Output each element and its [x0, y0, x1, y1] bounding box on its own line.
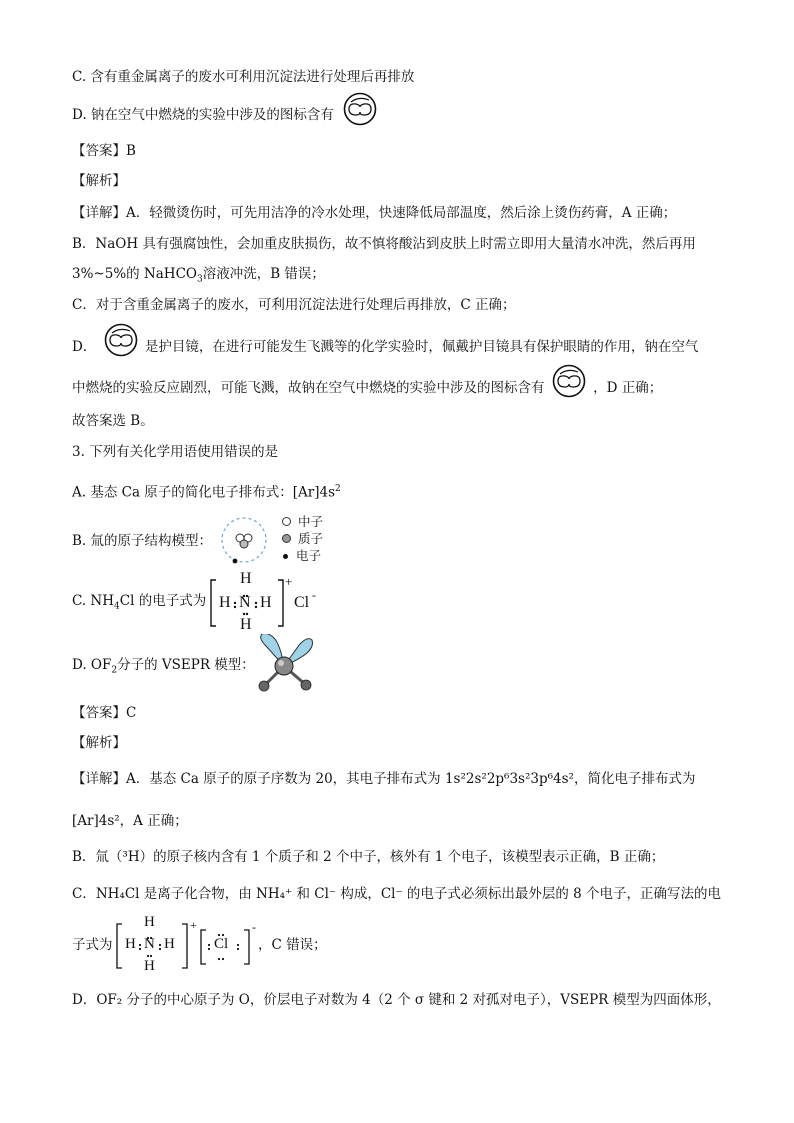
- q3-option-a-sup: 2: [335, 484, 341, 494]
- q2-detail-d-pre: D．: [72, 339, 97, 355]
- lewis2-plus: +: [190, 918, 197, 932]
- lewis2-h-top: H: [144, 914, 155, 930]
- legend-proton: [282, 530, 323, 547]
- vsepr-model: [250, 634, 320, 698]
- q3-detail-c1: C．NH₄Cl 是离子化合物，由 NH₄⁺ 和 Cl⁻ 构成，Cl⁻ 的电子式必须标出最外层的 8 个电子，正确写法的电: [72, 886, 722, 902]
- q2-detail-b2: [72, 265, 325, 289]
- q2-detail-d-post: 是护目镜，在进行可能发生飞溅等的化学实验时，佩戴护目镜具有保护眼睛的作用，钠在空气: [144, 339, 699, 355]
- lewis-cl-minus: -: [312, 588, 316, 602]
- q3-option-d-post: 分子的 VSEPR 模型：: [117, 657, 255, 673]
- lewis-h-right: H: [260, 594, 272, 611]
- q2-answer: 【答案】B: [72, 143, 136, 159]
- q3-answer: 【答案】C: [72, 705, 137, 721]
- goggles-icon: [101, 323, 141, 362]
- lewis2-n: N: [144, 936, 155, 952]
- q2-detail-d2-pre: 中燃烧的实验反应剧烈，可能飞溅，故钠在空气中燃烧的实验中涉及的图标含有: [72, 380, 545, 396]
- q3-detail-d: D．OF₂ 分子的中心原子为 O，价层电子对数为 4（2 个 σ 键和 2 对孤对电子），VSEPR 模型为四面体形，: [72, 992, 721, 1008]
- q3-option-c-pre: C. NH: [72, 593, 115, 609]
- q2-option-c: C. 含有重金属离子的废水可利用沉淀法进行处理后再排放: [72, 69, 415, 85]
- lewis2-h-right: H: [164, 936, 175, 952]
- q2-detail-b2-post: 溶液冲洗，B 错误；: [202, 266, 325, 282]
- q2-detail-d2: [72, 374, 662, 403]
- q3-detail-a1: 【详解】A．基态 Ca 原子的原子序数为 20，其电子排布式为 1s²2s²2p⁶3s²3p⁶4s²，简化电子排布式为: [72, 771, 696, 787]
- q3-option-d-sub: 2: [111, 665, 118, 676]
- lewis2-h-left: H: [125, 936, 136, 952]
- legend-electron: [282, 547, 323, 564]
- lewis-h-top: H: [240, 570, 252, 587]
- nh4cl-correct-bracket-structure: [114, 914, 264, 976]
- q2-detail-c: C．对于含重金属离子的废水，可利用沉淀法进行处理后再排放，C 正确；: [72, 297, 516, 313]
- legend-proton-label: 质子: [298, 531, 324, 546]
- tritium-legend: [282, 513, 323, 564]
- q2-conclusion: 故答案选 B。: [72, 413, 154, 429]
- lewis-n: N: [239, 594, 251, 611]
- tritium-model: [218, 514, 270, 570]
- q3-option-b: [72, 532, 212, 550]
- q2-detail-b1: B．NaOH 具有强腐蚀性，会加重皮肤损伤，故不慎将酸沾到皮肤上时需立即用大量清水冲洗，然后再用: [72, 236, 696, 252]
- q3-option-d: [72, 656, 255, 680]
- q2-option-d-text: D. 钠在空气中燃烧的实验中涉及的图标含有: [72, 107, 334, 123]
- q3-stem: 3. 下列有关化学用语使用错误的是: [72, 444, 279, 460]
- q3-option-c-mid: Cl 的电子式为: [119, 593, 207, 609]
- lewis-h-bottom: H: [240, 616, 252, 633]
- legend-neutron: [282, 513, 323, 530]
- legend-electron-label: 电子: [296, 548, 322, 563]
- q2-detail-b2-sub: 3: [196, 274, 203, 285]
- q3-option-a: [72, 480, 341, 502]
- nh4cl-wrong-lewis: [208, 570, 328, 634]
- q3-option-c: [72, 592, 206, 616]
- lewis-plus: +: [285, 574, 293, 589]
- lewis-cl: Cl: [294, 594, 310, 611]
- q3-detail-c2-post: ，C 错误；: [258, 937, 327, 953]
- goggles-icon: [549, 364, 589, 403]
- q2-option-d: [72, 100, 380, 131]
- lewis2-h-bottom: H: [144, 958, 155, 974]
- lewis-h-left: H: [219, 594, 231, 611]
- q2-analysis: 【解析】: [72, 173, 126, 189]
- q3-analysis: 【解析】: [72, 735, 126, 751]
- q3-detail-c2-pre: 子式为: [72, 937, 113, 953]
- q3-option-d-pre: D. OF: [72, 657, 112, 673]
- q3-detail-c2: [72, 936, 113, 954]
- q2-detail-a: 【详解】A．轻微烫伤时，可先用洁净的冷水处理，快速降低局部温度，然后涂上烫伤药膏，A 正确；: [72, 205, 677, 221]
- q3-option-b-text: B. 氚的原子结构模型：: [72, 533, 213, 549]
- goggles-icon: [340, 92, 380, 131]
- q3-option-a-text: A. 基态 Ca 原子的简化电子排布式：[Ar]4s: [72, 484, 336, 501]
- q2-detail-d2-post: ，D 正确；: [593, 380, 663, 396]
- q3-detail-a2: [Ar]4s²，A 正确；: [72, 813, 188, 829]
- q3-detail-b: B．氚（³H）的原子核内含有 1 个质子和 2 个中子，核外有 1 个电子，该模型表示正确，B 正确；: [72, 849, 665, 865]
- q3-option-c-sub: 4: [114, 601, 120, 612]
- lewis2-minus: -: [252, 920, 256, 934]
- q2-detail-d: [72, 333, 698, 362]
- lewis2-cl: Cl: [214, 936, 229, 952]
- legend-neutron-label: 中子: [298, 514, 324, 529]
- q2-detail-b2-pre: 3%~5%的 NaHCO: [72, 266, 197, 282]
- nh4cl-correct-lewis: [114, 914, 264, 976]
